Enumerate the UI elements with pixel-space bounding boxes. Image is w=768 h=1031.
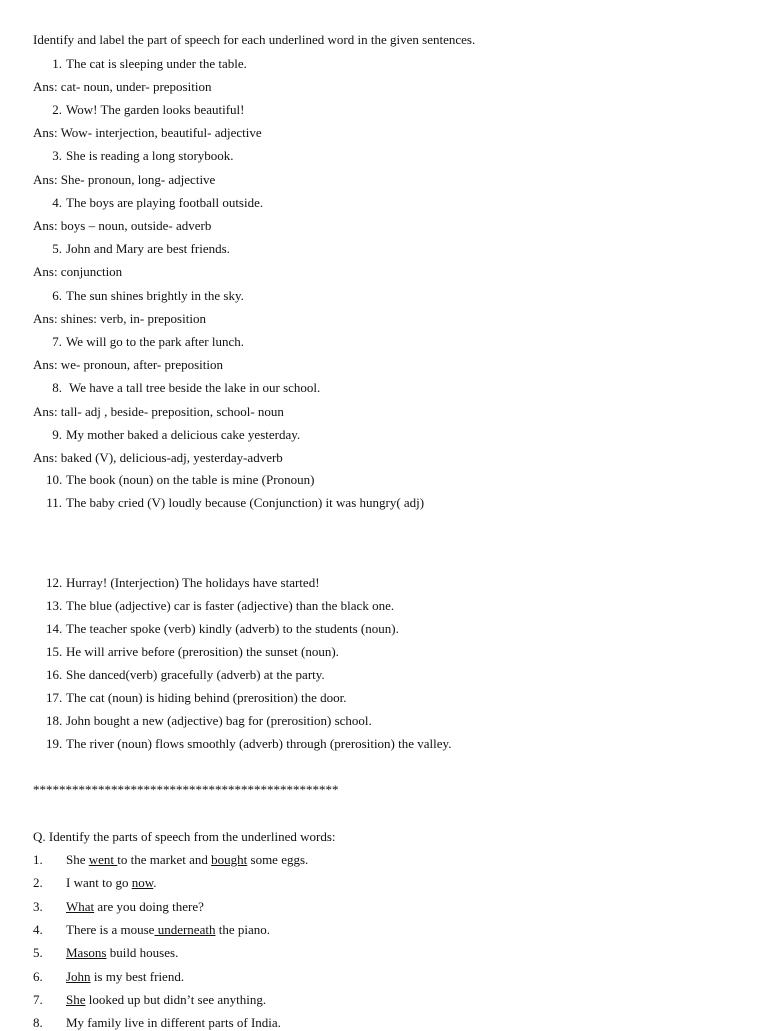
sentence-number: 10. xyxy=(46,472,63,487)
sentence-text: . xyxy=(153,875,157,891)
sentence-text: Hurray! (Interjection) The holidays have started! xyxy=(66,575,320,590)
question-number: 5. xyxy=(52,241,62,257)
labeled-sentence-line xyxy=(33,598,394,614)
answer-line: Ans: cat- noun, under- preposition xyxy=(33,78,212,94)
labeled-sentence-line xyxy=(33,690,347,706)
question-number: 8. xyxy=(52,380,62,396)
labeled-sentence-line xyxy=(33,667,325,683)
sentence-text: My family live in different parts of India. xyxy=(66,1015,281,1031)
question-number: 6. xyxy=(33,968,43,984)
sentence-text: I want to go xyxy=(66,875,132,891)
answer-line: Ans: boys – noun, outside- adverb xyxy=(33,217,212,233)
sentence-text: The blue (adjective) car is faster (adjective) than the black one. xyxy=(66,598,395,613)
sentence-text: is my best friend. xyxy=(90,968,185,984)
underlined-question-line xyxy=(33,852,308,868)
underlined-question-line xyxy=(33,992,266,1008)
question-text: The sun shines brightly in the sky. xyxy=(66,287,244,303)
labeled-sentence-line xyxy=(33,644,339,660)
sentence-text: The cat (noun) is hiding behind (prerosition) the door. xyxy=(66,690,347,705)
question-text: We will go to the park after lunch. xyxy=(66,333,245,349)
sentence-text: John bought a new (adjective) bag for (prerosition) school. xyxy=(66,713,372,728)
question-text: The boys are playing football outside. xyxy=(66,194,264,210)
question-number: 7. xyxy=(33,991,43,1007)
sentence-number: 16. xyxy=(46,667,63,682)
underlined-question-line xyxy=(33,899,204,915)
question-text: She is reading a long storybook. xyxy=(66,148,234,164)
question-number: 7. xyxy=(52,333,62,349)
question-line xyxy=(33,427,300,443)
question-text: The cat is sleeping under the table. xyxy=(66,55,247,71)
labeled-sentence-line xyxy=(33,713,372,729)
question-number: 1. xyxy=(52,55,62,71)
sentence-number: 19. xyxy=(46,736,63,751)
underlined-word: Masons xyxy=(66,945,107,961)
sentence-number: 15. xyxy=(46,644,63,659)
sentence-text: The teacher spoke (verb) kindly (adverb) to the students (noun). xyxy=(66,621,399,636)
underlined-word: What xyxy=(66,898,95,914)
answer-line: Ans: conjunction xyxy=(33,264,123,280)
answer-line: Ans: baked (V), delicious-adj, yesterday-adverb xyxy=(33,449,283,465)
answer-line: Ans: we- pronoun, after- preposition xyxy=(33,357,223,373)
question-text: We have a tall tree beside the lake in our school. xyxy=(66,380,321,396)
underlined-question-line xyxy=(33,969,184,985)
separator-line: *********************************************** xyxy=(33,782,339,797)
sentence-number: 17. xyxy=(46,690,63,705)
underlined-word: bought xyxy=(211,852,248,867)
sentence-text: looked up but didn’t see anything. xyxy=(85,991,267,1007)
labeled-sentence-line xyxy=(33,575,320,591)
sentence-text: to the market and xyxy=(117,852,212,867)
question-line xyxy=(33,380,320,396)
answer-line: Ans: Wow- interjection, beautiful- adjective xyxy=(33,125,262,141)
question-line xyxy=(33,288,244,304)
question-number: 2. xyxy=(33,875,43,891)
question-number: 6. xyxy=(52,287,62,303)
answer-line: Ans: shines: verb, in- preposition xyxy=(33,310,206,326)
question-number: 4. xyxy=(33,921,43,937)
underlined-word: now xyxy=(131,875,154,891)
question-line xyxy=(33,56,247,72)
answer-line: Ans: She- pronoun, long- adjective xyxy=(33,171,216,187)
question-number: 2. xyxy=(52,101,62,117)
sentence-text: some eggs. xyxy=(247,852,309,867)
labeled-sentence-line xyxy=(33,472,314,488)
underlined-word: underneath xyxy=(154,921,216,937)
question-text: John and Mary are best friends. xyxy=(66,241,230,257)
question-number: 3. xyxy=(52,148,62,164)
sentence-text: He will arrive before (prerosition) the sunset (noun). xyxy=(66,644,339,659)
question-number: 8. xyxy=(33,1015,43,1031)
underlined-question-line xyxy=(33,945,178,961)
sentence-number: 11. xyxy=(46,495,62,510)
underlined-question-line xyxy=(33,1015,281,1031)
sentence-text: the piano. xyxy=(215,921,270,937)
question-number: 9. xyxy=(52,426,62,442)
question-text: My mother baked a delicious cake yesterday. xyxy=(66,426,301,442)
question-line xyxy=(33,102,245,118)
question-line xyxy=(33,334,244,350)
question-number: 3. xyxy=(33,898,43,914)
question-number: 1. xyxy=(33,852,43,867)
sentence-text: The book (noun) on the table is mine (Pronoun) xyxy=(66,472,315,487)
underlined-word: John xyxy=(66,968,91,984)
underlined-word: went xyxy=(88,852,118,867)
sentence-text: build houses. xyxy=(106,945,179,961)
answer-line: Ans: tall- adj , beside- preposition, school- noun xyxy=(33,403,284,419)
underlined-question-line xyxy=(33,922,270,938)
labeled-sentence-line xyxy=(33,621,399,637)
instruction-text: Identify and label the part of speech for each underlined word in the given sentences. xyxy=(33,32,476,47)
sentence-text: The river (noun) flows smoothly (adverb) through (prerosition) the valley. xyxy=(66,736,452,751)
sentence-number: 13. xyxy=(46,598,63,613)
sentence-text: She xyxy=(66,852,89,867)
question-line xyxy=(33,148,234,164)
question-line xyxy=(33,195,263,211)
sentence-text: She danced(verb) gracefully (adverb) at the party. xyxy=(66,667,325,682)
sentence-number: 18. xyxy=(46,713,63,728)
question-line xyxy=(33,241,230,257)
labeled-sentence-line xyxy=(33,736,451,752)
question-heading: Q. Identify the parts of speech from the underlined words: xyxy=(33,829,336,844)
sentence-text: are you doing there? xyxy=(94,898,204,914)
sentence-number: 14. xyxy=(46,621,63,636)
sentence-number: 12. xyxy=(46,575,63,590)
question-number: 4. xyxy=(52,194,62,210)
underlined-question-line xyxy=(33,875,157,891)
sentence-text: There is a mouse xyxy=(66,921,155,937)
labeled-sentence-line xyxy=(33,495,424,511)
underlined-word: She xyxy=(66,991,86,1007)
sentence-text: The baby cried (V) loudly because (Conjunction) it was hungry( adj) xyxy=(66,495,425,510)
question-number: 5. xyxy=(33,945,43,961)
question-text: Wow! The garden looks beautiful! xyxy=(66,101,245,117)
